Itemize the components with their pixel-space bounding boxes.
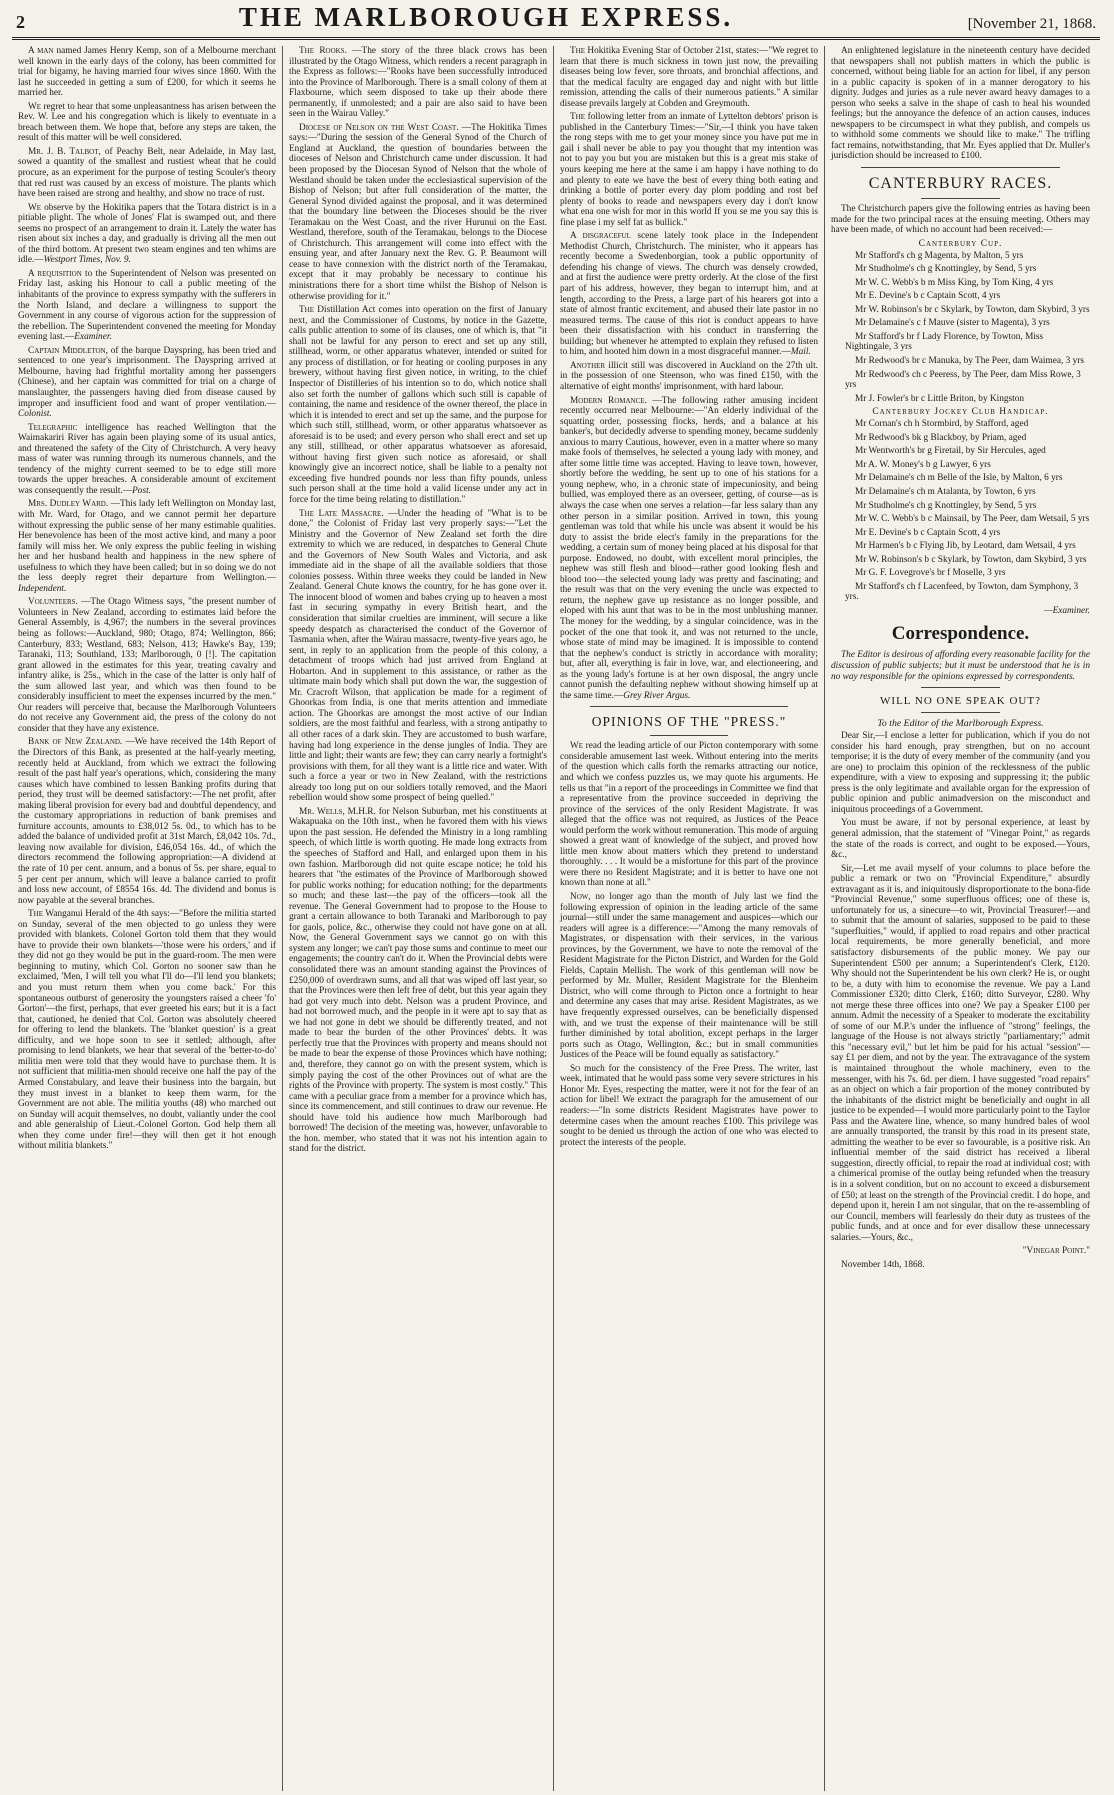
issue-date: [November 21, 1868. [967,16,1096,32]
article-text: illicit still was discovered in Auckland on the 27th ult. in the possession of one Steenson, who was fined £150, with the alternative of eight months' imprisonment, with hard labour. [560,360,819,392]
article-text: —The Hokitika Times says:—"During the session of the General Synod of the Church of England at Auckland, the question of boundaries between the dioceses of Nelson and Christchurch came under discussion. It had been proposed by the Diocesan Synod of Nelson that the whole of Westland should be taken under the ecclesiastical supervision of the Bishop of Nelson; but after full consideration of the matter, the General Synod divided against the proposal, and it was determined that the boundary line between the Dioceses should be the river Teramakau on the West Coast, and the river Hurunui on the East. Westland, therefore, south of the Teramakau, belongs to the Diocese of Christchurch. This arrangement will come into effect with the ensuing year, and after January next the Rev. G. P. Beaumont will cease to have connexion with the district north of the Teramakau, except that it may probably be necessary to continue his ministrations there for a short time whilst the Bishop of Nelson is otherwise providing for it." [289,122,547,302]
article-lead: Mr. Wells, M.H.R. [299,806,376,817]
column-1 [12,46,283,1791]
article-paragraph [18,597,276,734]
article-paragraph: A disgraceful scene lately took place in the Independent Methodist Church, Christchurch. The minister, who it appears has recently become a Swedenborgian, took a public opportunity of defending his change of views. The church was densely crowded, and at first the audience were pretty orderly. At the close of the first part of his address, however, they began to interrupt him, and at length, according to the Press, a large part of his hearers got into a state of almost frantic excitement, and abused their late pastor in no measured terms. The cause of this riot is conduct appears to have been their dissatisfaction with his conduct in transferring the building; but whenever he attempted to explain they refused to listen to him, and hooted him down in a most disgraceful manner.—Mail. [560,231,819,358]
article-paragraph: Captain Middleton, of the barque Dayspring, has been tried and sentenced to one year's imprisonment. The Dayspring arrived at Melbourne, having had frightful mortality among her passengers (Chinese), and her captain was committed for trial on a charge of manslaughter, the passengers having died from disease caused by improper and insufficient food and want of proper ventilation.—Colonist. [18,345,277,420]
article-text: to the Superintendent of Nelson was presented on Friday last, asking his Honour to call a public meeting of the inhabitants of the province to express sympathy with the sufferers in the North Island, and declare a willingness to support the Government in any course of vigorous action for the suppression of the rebellion. The Superintendent convened the meeting for Monday evening last. [18,268,276,343]
article-lead: The [28,909,44,920]
section-rule [861,167,1060,168]
article-paragraph: Mrs. Dudley Ward. —This lady left Wellington on Monday last, with Mr. Ward, for Otago, and we cannot permit her departure without expressing the public sense of her many estimable qualities. Her benevolence has been of the most active kind, and many a poor family will miss her. We only express the public feeling in wishing her and her husband health and happiness in the new sphere of usefulness to which they have been called; but in so doing we do not the less deeply regret their departure from Wellington.—Independent. [18,499,276,594]
article-paragraph [560,741,818,889]
opinions-heading: OPINIONS OF THE "PRESS." [591,714,787,730]
article-source: Independent. [18,583,67,594]
race-entry: Mr Stafford's br f Lady Florence, by Towton, Miss Nightingale, 3 yrs [845,331,1044,353]
race-entry: Mr E. Devine's b c Captain Scott, 4 yrs [855,527,1001,538]
column-3 [554,46,825,1791]
article-lead: We [570,741,584,752]
article-text: Hokitika Evening Star of October 21st, states:—"We regret to learn that there is much sickness in town just now, the prevailing diseases being low fever, sore throats, and bronchial affections, and that the medical faculty are engaged day and night with but little remission, attending the calls of their numerous patients." A similar disease prevails largely at Cobden and Greymouth. [560,46,818,109]
editor-notice: The Editor is desirous of affording every reasonable facility for the discussion of public subjects; but it must be understood that he is in no way responsible for the opinions expressed by correspondents. [831,650,1090,682]
article-source: Post. [132,485,151,496]
masthead [12,0,1100,40]
columns [12,46,1100,1791]
article-paragraph: A requisition to the Superintendent of Nelson was presented on Friday last, asking his Honour to call a public meeting of the inhabitants of the province to express sympathy with the sufferers in the North Island, and declare a willingness to support the Government in any course of vigorous action for the suppression of the rebellion. The Superintendent convened the meeting for Monday evening last.—Examiner. [18,268,276,343]
article-source: Westport Times, Nov. 9. [43,255,131,266]
article-text: —Under the heading of "What is to be done," the Colonist of Friday last very properly says:—"Let the Ministry and the Governor of New Zealand set forth the dire extremity to which we are reduced, in despatches to General Chute and the Governors of New South Wales and Victoria, and ask immediate aid in the shape of all the available soldiers that those colonies possess. Within three weeks they could be landed in New Zealand. General Chute knows the country, for he has gone over it. The innocent blood of women and babes crying up to heaven a most fast in securing sympathy in every British heart, and the consideration that similar cruelties are imminent, will secure a like speedy despatch as characterised the conduct of the Governor of Tasmania when, after the Wairau massacre, twenty-five years ago, he sent, in reply to an application from the people of this colony, a detachment of troops which had just arrived from England at Hobarton. And in supplement to this assistance, or rather as the ultimate main body which shall put down the war, the suggestion of Mr. Cracroft Wilson, that application be made for a regiment of Ghoorkas from India, is one that merits attention and immediate action. The Ghoorkas are amongst the most active of our Indian soldiers, are the most faithful and fearless, with a strong antipathy to all other races of a dark skin. They are accustomed to bush warfare, having had long experience in the dense jungles of India. They are little and light; their wants are few; they can carry nearly a fortnight's provisions with them, for all they want is a little rice and water. With such a force a year or two in New Zealand, with the restrictions already too long put on our soldiers totally removed, and the Maori rebellion would show some prospect of being quelled." [289,508,547,804]
race-entry: Mr Delamaine's ch m Belle of the Isle, by Malton, 6 yrs [855,473,1063,484]
section-rule [650,735,728,736]
article-paragraph [18,147,276,200]
column-4 [825,46,1096,1791]
letter-dateline: November 14th, 1868. [841,1259,925,1270]
race-entry: Mr E. Devine's b c Captain Scott, 4 yrs [855,291,1001,302]
letter-paragraph: You must be aware, if not by personal experience, at least by general admission, that the statement of "Vinegar Point," as regards the state of the roads is correct, and ought to be exposed.—Yours, &c., [831,818,1090,861]
article-text: regret to hear that some unpleasantness has arisen between the Rev. W. Lee and his congregation which is likely to eventuate in a breach between them. We hope that, before any steps are taken, the result of this matter will be well considered. [18,101,277,144]
article-lead: A man [28,46,54,56]
race-entry: Mr A. W. Money's b g Lawyer, 6 yrs [855,459,991,470]
article-paragraph [560,361,818,393]
article-paragraph: Modern Romance. —The following rather amusing incident recently occurred near Melbourne:—"An elderly individual of the squatting order, possessing flocks, herds, and a balance at his banker's, but decidedly adverse to spending money, became suddenly anxious to marry Cautious, however, even in a matter where so many make fools of themselves, he selected a young lady with money, and after some little time was accepted. Having to leave town, however, shortly before the wedding, he sent up to one of his stations for a young nephew, who, in a chronic state of impecuniosity, and being bullied, was employed there as an overseer, getting, of course—as is always the case when one serves a relation—far less salary than any other person in a similar position. Arrived in town, this young gentleman was told that while his uncle was absent it would be his duty to assist the bride elect's family in the preparations for the wedding, a certain sum of money being placed at his disposal for that purpose. Endowed, no doubt, with excellent moral principles, the nephew was still flesh and blood—rather good looking flesh and blood too—the selected young lady was pretty and fascinating; and the result was that on the very evening the uncle was expected to return, the nephew gave up resistance as no longer possible, and eloped with his aunt that was to be in the most unblushing manner. The money for the wedding, by a singular coincidence, was in the pocket of the one that took it, and was not returned to the uncle, whose state of mind may be imagined. It is impossible to contend that the nephew's conduct is strictly in accordance with morality; but, after all, everything is fair in love, war, and electioneering, and as the young lady's fortune is at her own disposal, the angry uncle cannot punish the defaulting nephew without showing himself up at the same time.—Grey River Argus. [560,395,818,701]
article-text: no longer ago than the month of July last we find the following expression of opinion in the leading article of the same journal—still under the same management and auspices—which our readers will agree is a difference:—"Among the many removals of Magistrates, or dispensation with their services, in the various provinces, by the Government, we have to note the removal of the Resident Magistrate for the Picton District, and Warden for the Gold Fields, Captain Mellish. The work of this gentleman will now be performed by Mr. Muller, Resident Magistrate for the Blenheim District, who will come through to Picton once a fortnight to hear and determine any cases that may arise. Resident Magistrates, as we have frequently expressed ourselves, can be beneficially dispensed with, and we trust the expense of their maintenance will be still further diminished by total abolition, except perhaps in the larger ports such as Otago, Wellington, &c.; but in small communities Justices of the Peace will be found equally as satisfactory." [560,892,818,1061]
article-lead: Bank of New Zealand. [28,737,123,748]
letter-paragraph: Dear Sir,—I enclose a letter for publication, which if you do not consider his hard enough, pray strengthen, but on no account temporise; it is the duty of every member of the community (and you are one) to proclaim this opinion of the recklessness of the public expenditure, with a view to exposing and suppressing it; the public press is the only legitimate and available organ for the expression of public opinion and public animadversion on the misconduct and iniquitous proceedings of a Government. [831,731,1090,815]
race-entry: Mr W. C. Webb's b c Mainsail, by The Peer, dam Wetsail, 5 yrs [855,514,1090,525]
article-text: Distillation Act comes into operation on the first of January next, and the Commissioner of Customs, by notice in the Gazette, calls public attention to some of its clauses, one of which is, that "it shall not be lawful for any person to erect and set up any still, stillhead, worm, or other apparatus whatever, intended or suited for any process of distillation, or for heating or cooling purposes in any brewery, without having first given notice, in writing, to the chief Inspector of Distilleries of his intention so to do, which notice shall also set forth the number of gallons which such still is capable of containing, the name and residence of the owner thereof, the place in which it is intended to erect and set up the same, and the purpose for which such still, stillhead, worm, or other apparatus whatsoever as aforesaid is to be used; and every person who shall erect and set up any still, stillhead, or other apparatus whatsoever as aforesaid, without having first given such notice as aforesaid, or shall knowingly give an incorrect notice, shall be liable to a penalty not exceeding five hundred pounds nor less than fifty pounds, unless such person shall at the time hold a valid license under any act in force for the time being relating to distillation." [289,305,547,505]
article-lead: Now, [570,892,591,903]
article-lead: Telegraphic [28,422,78,433]
article-lead: We [28,101,42,112]
article-lead: The Late Massacre. [299,508,384,519]
article-paragraph [18,909,276,1152]
correspondence-heading: Correspondence. [891,623,1030,645]
article-lead: The [299,305,315,316]
newspaper-title: THE MARLBOROUGH EXPRESS. [238,2,734,32]
race-entry: Mr Cornan's ch h Stormbird, by Stafford, aged [855,419,1029,430]
page-number: 2 [16,12,25,32]
article-text: much for the consistency of the Free Press. The writer, last week, intimated that he would pass some very severe strictures in his Honor Mr. Eyes, respecting the matter, were it not for the fear of an action for libel! We extract the paragraph for the amusement of our readers:—"In some districts Resident Magistrates have power to determine cases when the amount reaches £100. This privilege was sought to be denied us through the action of one who was elected to protect the interests of the people. [560,1063,818,1148]
article-paragraph [18,737,276,906]
section-rule [921,712,1000,713]
races-intro: The Christchurch papers give the following entries as having been made for the two principal races at the ensuing meeting. Others may have been made, of which no account had been received:— [831,204,1090,236]
article-source: Mail. [790,347,811,358]
race-entry: Mr Harmen's b c Flying Jib, by Leotard, dam Wetsail, 4 yrs [855,541,1076,552]
article-text: intelligence has reached Wellington that the Waimakariri River has again been playing some of its usual antics, and threatened the safety of the City of Christchurch. A very heavy mass of water was running through its numerous channels, and the tendency of the mighty current seemed to be to edge still more towards the upper breaches. A considerable amount of excitement was consequently the result. [18,422,276,496]
article-text: —This lady left Wellington on Monday last, with Mr. Ward, for Otago, and we cannot permit her departure without expressing the public sense of her many estimable qualities. Her benevolence has been of the most active kind, and many a poor family will miss her. We only express the public feeling in wishing her and her husband health and happiness in the new sphere of usefulness to which they have been called; but in so doing we do not the less deeply regret their departure from Wellington. [18,499,276,584]
race-entry: Mr Redwood's bk g Blackboy, by Priam, aged [855,432,1027,443]
article-text: —We have received the 14th Report of the Directors of this Bank, as presented at the half-yearly meeting, recently held at Auckland, from which we extract the following result of the past half year's operations, which, considering the many causes which have combined to lessen Banking profits during that period, they trust will be deemed satisfactory:—The net profit, after making liberal provision for every bad and doubtful dependency, and the customary appropriations in reduction of bank premises and furniture accounts, amounts to £38,012 5s. 0d., to which has to be added the balance of undivided profit at 31st March, £8,042 10s. 7d., leaving now available for division, £46,054 16s. 4d., of which the directors recommend the following appropriation:—A dividend at the rate of 10 per cent. annum, and a bonus of 5s. per share, equal to 5 per cent per annum, which will leave a balance carried to profit and loss new account, of £8554 16s. 4d. The dividend and bonus is now payable at the several branches. [18,737,276,906]
article-lead: Mrs. Dudley Ward. [28,499,109,510]
race-entry: Mr Redwood's br c Manuka, by The Peer, dam Waimea, 3 yrs [855,356,1084,367]
letter-title: WILL NO ONE SPEAK OUT? [880,695,1041,708]
race-entry: Mr W. Robinson's br c Skylark, by Towton, dam Skybird, 3 yrs [855,304,1090,315]
races-source: —Examiner. [1044,605,1090,616]
article-lead: Another [570,360,606,371]
article-lead: A requisition [28,268,82,279]
article-lead: So [570,1063,581,1074]
article-text: following letter from an inmate of Lyttelton debtors' prison is published in the Canterbury Times:—"Sir,—I think you have taken the rong steps with me to get your money since you have put me in gail i shall never be able to pay you thought that my intention was not to pay you but you are mistaken but this is a great mis stake of yours keeping me here at the same i am happy i have nothing to do and plenty to eate we have the best of every thing both eating and drinking a bottle of porter every day plom podding and rost bef plenty of books to reade and newspapers every day i don't know what ena one wish for mor in this world If you se me you say this is fine plase i my self fat as bullick." [560,112,818,228]
article-paragraph [560,112,818,228]
article-source: Examiner. [74,332,112,343]
article-text: —The following rather amusing incident recently occurred near Melbourne:—"An elderly individual of the squatting order, possessing flocks, herds, and a balance at his banker's, but decidedly adverse to spending money, became suddenly anxious to marry Cautious, however, even in a matter where so many make fools of themselves, he selected a young lady with money, and after some little time was accepted. Having to leave town, however, shortly before the wedding, he sent up to one of his stations for a young nephew, who, in a chronic state of impecuniosity, and being bullied, was employed there as an overseer, getting, of course—as is always the case when one serves a relation—far less salary than any other person in a similar position. Arrived in town, this young gentleman was told that while his uncle was absent it would be his duty to assist the bride elect's family in the preparations for the wedding, a certain sum of money being placed at his disposal for that purpose. Endowed, no doubt, with excellent moral principles, the nephew was still flesh and blood—rather good looking flesh and blood too—the selected young lady was pretty and fascinating; and the result was that on the very evening the uncle was expected to return, the nephew gave up resistance as no longer possible, and eloped with his aunt that was to be in the most unblushing manner. The money for the wedding, by a singular coincidence, was in the pocket of the one that took it, and was not returned to the uncle, whose state of mind may be imagined. It is impossible to contend that the nephew's conduct is strictly in accordance with morality; but, after all, everything is fair in love, war, and electioneering, and as the young lady's fortune is at her own disposal, the angry uncle cannot punish the defaulting nephew without showing himself up at the same time. [560,395,818,701]
handicap-title: Canterbury Jockey Club Handicap. [872,407,1049,418]
article-paragraph: We observe by the Hokitika papers that the Totara district is in a pitiable plight. The whole of Jones' Flat is swamped out, and there seems no prospect of an arrangement to drain it. Lately the water has risen about six inches a day, and gradually is driving all the men out of the third bottom. At present two steam engines and ten whims are idle.—Westport Times, Nov. 9. [18,202,276,266]
letter-signature: "Vinegar Point." [1022,1246,1090,1257]
article-text: observe by the Hokitika papers that the Totara district is in a pitiable plight. The whole of Jones' Flat is swamped out, and there seems no prospect of an arrangement to drain it. Lately the water has risen about six inches a day, and gradually is driving all the men out of the third bottom. At present two steam engines and ten whims are idle. [18,202,276,266]
letter-salutation: To the Editor of the Marlborough Express. [877,718,1044,730]
race-entry: Mr Delamaine's c f Mauve (sister to Magenta), 3 yrs [855,318,1050,329]
cup-entries [831,251,1090,405]
article-text: named James Henry Kemp, son of a Melbourne merchant well known in the early days of the colony, has been committed for trial for bigamy, he having married four wives since 1860. With the last he succeeded in getting a sum of £200, for which it seems he married her. [18,46,276,99]
article-text: of Peachy Belt, near Adelaide, in May last, sowed a quantity of the smallest and rustiest wheat that he could procure, as an experiment for the purpose of testing Scouler's theory that red rust was caused by an excess of moisture. The plants which have been raised are strong and healthy, and show no trace of rust. [18,146,276,200]
race-entry: Mr J. Fowler's br c Little Briton, by Kingston [855,393,1025,404]
article-text: —The Otago Witness says, "the present number of Volunteers in New Zealand, according to estimates laid before the General Assembly, is 4,967; the numbers in the several provinces being as follows:—Auckland, 980; Otago, 874; Wellington, 866; Canterbury, 833; Westland, 683; Nelson, 413; Hawke's Bay, 139; Taranaki, 113; Southland, 133; Marlborough, 0 [!]. The capitation grant allowed in the estimates for this year, treating cavalry and infantry alike, is 25s., which in the case of the latter is only half of the sum allowed last year, and which was then found to be considerably insufficient to meet the expenses incurred by the men." Our readers will perceive that, because the Marlborough Volunteers do not receive any Government aid, the press of the colony do not consider that they have any existence. [18,597,276,734]
article-text: read the leading article of our Picton contemporary with some considerable amusement last week. Without entering into the merits of the question which calls forth the remarks attracting our notice, and which we confess puzzles us, we may quote his arguments. He tells us that "in a report of the proceedings in Committee we find that a representative from the province succeeded in depriving the province of the services of the only Resident Magistrate. It was alleged that the office was not required, as Justices of the Peace would perform the work without remuneration. This mode of arguing showed a great want of knowledge of the subject, and proved how little men know about matters which they pretend to understand thoroughly. . . . It would be a misfortune for this part of the province were there no Resident Magistrate; and it is better to have one not known than none at all." [560,741,818,889]
article-lead: Mr. J. B. Talbot, [28,146,101,157]
race-entry: Mr Stafford's ch g Magenta, by Malton, 5 yrs [855,250,1024,261]
races-heading: CANTERBURY RACES. [868,175,1053,193]
article-paragraph: Telegraphic intelligence has reached Wellington that the Waimakariri River has again been playing some of its usual antics, and threatened the safety of the City of Christchurch. A very heavy mass of water was running through its numerous channels, and the tendency of the mighty current seemed to be to edge still more towards the upper breaches. A considerable amount of excitement was consequently the result.—Post. [18,422,276,496]
article-paragraph [560,892,818,1061]
race-entry: Mr W. C. Webb's b m Miss King, by Tom King, 4 yrs [855,277,1054,288]
letter-body [831,731,1090,1243]
cup-title: Canterbury Cup. [918,238,1003,249]
article-paragraph [289,46,547,120]
article-text: Wanganui Herald of the 4th says:—"Before the militia started on Sunday, several of the men objected to go unless they were provided with blankets. Colonel Gorton told them that they would have to provide their own blankets—'those were his orders,' and if they did not go they would be put in the guard-room. The men were beginning to mutiny, which Col. Gorton no sooner saw than he exclaimed, 'Men, I will tell you what I'll do—I'll lend you blankets; and you must return them when you come back.' For this spontaneous outburst of generosity the youngsters raised a cheer 'fo' Gorton'—the first, perhaps, that ever greeted his ears; but it is a fact that, cautioned, he denied that Col. Gorton was absolutely cheered for offering to lend the blankets. The 'blanket question' is a great difficulty, and we hope soon to see it settled; although, after promising to lend blankets, we hear that several of the 'better-to-do' militia men were told that they would have to purchase them. It is not sufficient that militia-men should receive one half the pay of the Armed Constabulary, and leave their business into the bargain, but they must invest in a blanket to keep them warm, for the Government are not able. The militia youths (48) who marched out on Sunday will acquit themselves, no doubt, valiantly under the cool and able generalship of Lieut.-Colonel Gorton. God help them all when they come under fire!—they will then get it hot enough without militia blankets." [18,909,276,1152]
race-entry: Mr G. F. Lovegrove's br f Moselle, 3 yrs [855,568,1006,579]
race-entry: Mr Studholme's ch g Knottingley, by Send, 5 yrs [855,500,1037,511]
race-entry: Mr Redwood's ch c Peeress, by The Peer, dam Miss Rowe, 3 yrs [845,369,1081,391]
article-lead: The [570,46,586,56]
race-entry: Mr Wentworth's br g Firetail, by Sir Hercules, aged [855,446,1046,457]
race-entry: Mr W. Robinson's b c Skylark, by Towton, dam Skybird, 3 yrs [855,554,1087,565]
handicap-entries [831,419,1090,603]
article-text: An enlightened legislature in the nineteenth century have decided that newspapers shall not publish matters in which the public is concerned, without being liable for an action for libel, if any person in a public capacity is spoken of in a manner derogatory to his dignity. Judges and juries as a rule never award heavy damages to a person who seeks a salve in the shape of cash to heal his wounded feelings; but the annoyance the defence of an action causes, induces newspapers to be circumspect in what they publish, and compels us to withhold some comments we should like to make." The trifling fact remains, notwithstanding, that Mr. Eyes applied that Dr. Muller's jurisdiction should be increased to £100. [831,46,1090,162]
letter-paragraph: Sir,—Let me avail myself of your columns to place before the public a remark or two on "Provincial Expenditure," absurdly extravagant as it is, and iniquitously disproportionate to the bona-fide "Provincial Revenue," some superfluous offices; one of these is, unfortunately for us, a sinecure—to wit, Provincial Treasurer!—and to submit that the amount of salaries, supposed to be paid to these "superfluities," would, if applied to road repairs and other practical local requirements, be more generally beneficial, and more satisfactory disbursements of the public money. We pay our Superintendent £500 per annum; a Superintendent's Clerk, £120. Why should not the Superintendent be his own clerk? He is, or ought to be, a duty with him to economise the revenue. We pay a Land Commissioner £320; ditto Clerk, £160; ditto Surveyor, £280. Why not merge these three offices into one? We pay a Speaker £100 per annum. Admit the necessity of a Speaker to moderate the excitability of some of our M.P.'s under the influence of "strong" feelings, the language of the House is not always strictly "parliamentary;" admit this "necessary evil," but let him be paid for his actual "session"—say £1 per diem, and not by the year. The extravagance of the system is maintained throughout the whole machinery, even to the messenger, with his 7s. 6d. per diem. I have suggested "road repairs" as an object on which a fair proportion of the money contributed by the inhabitants of the district might be beneficially and ought in all justice to be expended—I would more particularly point to the Taylor Pass and the Awatere line, whence, so many hundred bales of wool are annually transported, the transit by this road in its present state, admitting the weather to be ever so favourable, is a positive risk. An influential member of the said district has received a liberal suggestion, directly official, to repair the road at individual cost; with a chimerical promise of the outlay being refunded when the treasury is in a solvent condition, but on no account to exceed a disbursement of £50; at least on the strength of the Provincial credit. I do hope, and depend upon it, herein I am not singular, that on the re-assembling of our Council, members will fearlessly do their duty as trustees of the public funds, and at once and for ever disallow these unnecessary salaries.—Yours, &c., [831,863,1090,1243]
article-lead: Diocese of Nelson on the West Coast. [299,122,459,133]
article-paragraph [289,305,547,505]
article-text: of the barque Dayspring, has been tried and sentenced to one year's imprisonment. The Dayspring arrived at Melbourne, having had frightful mortality among her passengers (Chinese), and her captain was committed for trial on a charge of manslaughter, the passengers having died from disease caused by improper and insufficient food and want of proper ventilation. [18,345,277,409]
article-paragraph [560,1064,818,1148]
article-lead: The [570,112,586,123]
article-paragraph [289,509,547,804]
article-lead: Volunteers. [28,597,78,608]
article-paragraph [289,807,547,1155]
article-paragraph [560,46,818,109]
race-entry: Mr Studholme's ch g Knottingley, by Send, 5 yrs [855,264,1037,275]
section-rule [590,706,788,707]
article-paragraph [18,102,276,144]
article-text: —The story of the three black crows has been illustrated by the Otago Witness, which renders a recent paragraph in the Express as follows:—"Rooks have been successfully introduced into the Province of Marlborough. There is a small colony of them at Flaxbourne, which seem disposed to take up their abode there permanently, if unmolested; and a pair are also said to have been seen in the Wairau Valley." [289,46,547,120]
article-source: Grey River Argus. [623,690,691,701]
section-rule [921,687,1000,688]
section-rule [921,198,1000,199]
article-lead: A disgraceful [570,231,631,242]
article-lead: Captain Middleton, [28,345,108,356]
article-paragraph [18,46,276,99]
article-source: Colonist. [18,409,52,420]
column-2 [283,46,554,1791]
article-lead: The Rooks. [299,46,347,56]
article-text: scene lately took place in the Independent Methodist Church, Christchurch. The minister, who it appears has recently become a Swedenborgian, took a public opportunity of defending his change of views. The church was densely crowded, and at first the audience were pretty orderly. At the close of the first part of his address, however, they began to interrupt him, and at length, according to the Press, a large part of his hearers got into a state of almost frantic excitement, and abused their late pastor in no measured terms. The cause of this riot is conduct appears to have been their dissatisfaction with his conduct in transferring the building; but whenever he attempted to explain they refused to listen to him, and hooted him down in a most disgraceful manner. [560,231,819,358]
article-text: for Nelson Suburban, met his constituents at Wakapuaka on the 10th inst., when he favored them with his views upon the past session. He defended the Ministry in a long rambling speech, of which little is worth quoting. He made long extracts from the speeches of Stafford and Hall, and enlarged upon them in his own fashion. Marlborough did not quite escape notice; he told his hearers that "the estimates of the Province of Marlborough showed for public works nothing; for education nothing; for the departments so much; and these last—the pay of the officers—took all the revenue. The General Government had to propose to the House to grant a certain allowance to both Taranaki and Marlborough to pay for gaols, police, &c., otherwise they could not have gone on at all. Now, the General Government says we cannot go on with this system any longer; we can't pay those sums and continue to meet our engagements; the country can't do it. When the Provincial debts were consolidated there was an amount standing against the Provinces of £250,000 of overdrawn sums, and all that was wiped off last year, so that the Provinces were then left free of debt, but this year again they had got very much into debt. Nelson was a prudent Province, and had not borrowed much, and the people in it were apt to say that as we had not gone in debt we should be differently treated, and not made to bear the burden of the other Provinces' debts. It was perfectly true that the Provinces with property and means should not be made to bear the expense of those Provinces which have nothing; and, therefore, they cannot go on with the present system, which is simply paying the cost of the other Provinces out of what are the rights of the Province with property. The system is most costly." This came with a peculiar grace from a member for a province which has, since its commencement, and still continues to draw our revenue. He should have told his audience how much Marlborough had borrowed! The decision of the meeting was, however, unfavorable to the hon. member, who stated that it was not his intention again to stand for the district. [289,806,548,1155]
race-entry: Mr Stafford's ch f Lacenfeed, by Towton, dam Symphony, 3 yrs. [845,581,1079,603]
article-lead: Modern Romance. [570,395,647,406]
article-paragraph [289,123,547,302]
race-entry: Mr Delamaine's ch m Atalanta, by Towton, 6 yrs [855,486,1036,497]
article-lead: We [28,202,42,213]
article-paragraph [831,46,1090,162]
